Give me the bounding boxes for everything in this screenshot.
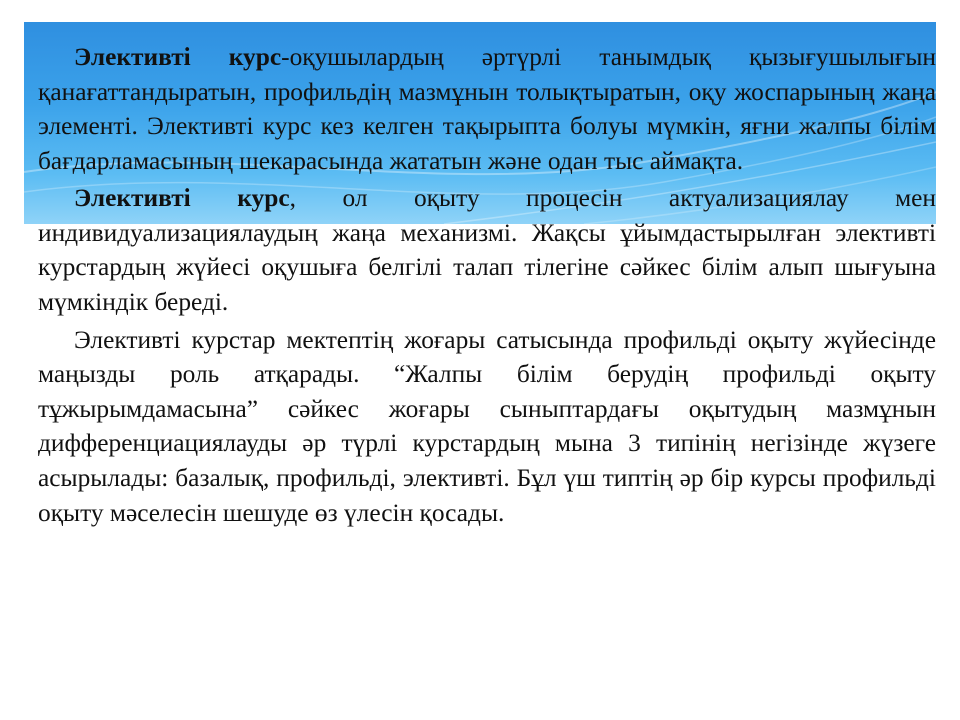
paragraph-text: -оқушылардың әртүрлі танымдық қызығушылығын қанағаттандыратын, профильдің мазмұнын толықтыратын, оқу жоспарының жаңа элементі. Элективті курс кез келген тақырыпта болуы мүмкін, яғни жалпы білім бағдарламасының шекарасында жататын және одан тыс аймақта. xyxy=(38,43,936,175)
paragraph-text: Элективті курстар мектептің жоғары сатысында профильді оқыту жүйесінде маңызды роль атқарады. “Жалпы білім берудің профильді оқыту тұжырымдамасына” сәйкес жоғары сыныптардағы оқытудың мазмұнын дифференциациялауды әр түрлі курстардың мына 3 типінің негізінде жүзеге асырылады: базалық, профильді, элективті. Бұл үш типтің әр бір курсы профильді оқыту мәселесін шешуде өз үлесін қосады. xyxy=(38,325,936,527)
term-bold: Элективті курс xyxy=(74,43,282,71)
paragraph-3 xyxy=(38,323,936,531)
paragraph-2 xyxy=(38,181,936,319)
term-bold: Элективті курс xyxy=(74,184,290,213)
body-text xyxy=(38,40,936,533)
paragraph-text: , ол оқыту процесін актуализациялау мен индивидуализациялаудың жаңа механизмі. Жақсы ұйымдастырылған элективті курстардың жүйесі оқушыға белгілі талап тілегіне сәйкес білім алып шығуына мүмкіндік береді. xyxy=(38,184,936,317)
paragraph-1 xyxy=(38,40,936,178)
